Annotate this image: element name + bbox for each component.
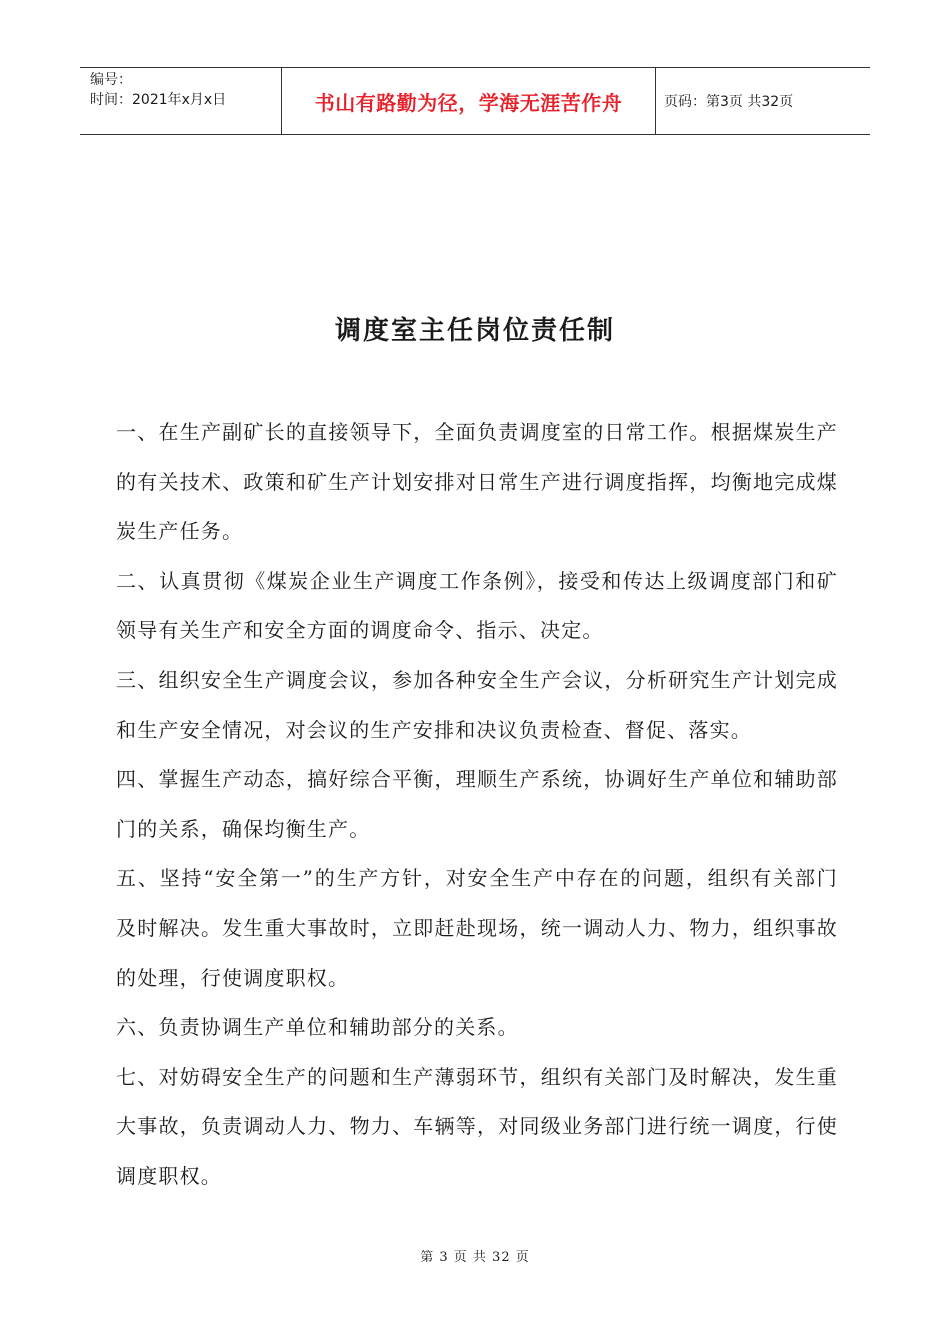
paragraph-5: 五、坚持“安全第一”的生产方针，对安全生产中存在的问题，组织有关部门及时解决。发生重大事故时，立即赶赴现场，统一调动人力、物力，组织事故的处理，行使调度职权。 — [116, 866, 838, 990]
header-motto-cell — [282, 68, 656, 134]
paragraph-2: 二、认真贯彻《煤炭企业生产调度工作条例》，接受和传达上级调度部门和矿领导有关生产和安全方面的调度命令、指示、决定。 — [116, 568, 838, 643]
document-title: 调度室主任岗位责任制 — [334, 316, 615, 346]
document-number-label: 编号： — [90, 72, 132, 88]
paragraph-4: 四、掌握生产动态，搞好综合平衡，理顺生产系统，协调好生产单位和辅助部门的关系，确保均衡生产。 — [116, 767, 838, 841]
document-body — [116, 408, 838, 1202]
page-footer: 第 3 页 共 32 页 — [420, 1250, 530, 1265]
paragraph-3: 三、组织安全生产调度会议，参加各种安全生产会议，分析研究生产计划完成和生产安全情况，对会议的生产安排和决议负责检查、督促、落实。 — [116, 667, 838, 742]
paragraph-7: 七、对妨碍安全生产的问题和生产薄弱环节，组织有关部门及时解决，发生重大事故，负责调动人力、物力、车辆等，对同级业务部门进行统一调度，行使调度职权。 — [116, 1064, 838, 1188]
paragraph-6: 六、负责协调生产单位和辅助部分的关系。 — [116, 1015, 519, 1040]
document-time: 时间：2021年x月x日 — [90, 92, 227, 108]
header-page-info: 页码：第3页 共32页 — [664, 94, 794, 110]
header-page-info-cell — [656, 68, 870, 134]
header-meta — [80, 68, 282, 134]
paragraph-1: 一、在生产副矿长的直接领导下，全面负责调度室的日常工作。根据煤炭生产的有关技术、政策和矿生产计划安排对日常生产进行调度指挥，均衡地完成煤炭生产任务。 — [116, 420, 838, 544]
header-motto: 书山有路勤为径，学海无涯苦作舟 — [314, 90, 623, 115]
page-header — [80, 67, 870, 135]
